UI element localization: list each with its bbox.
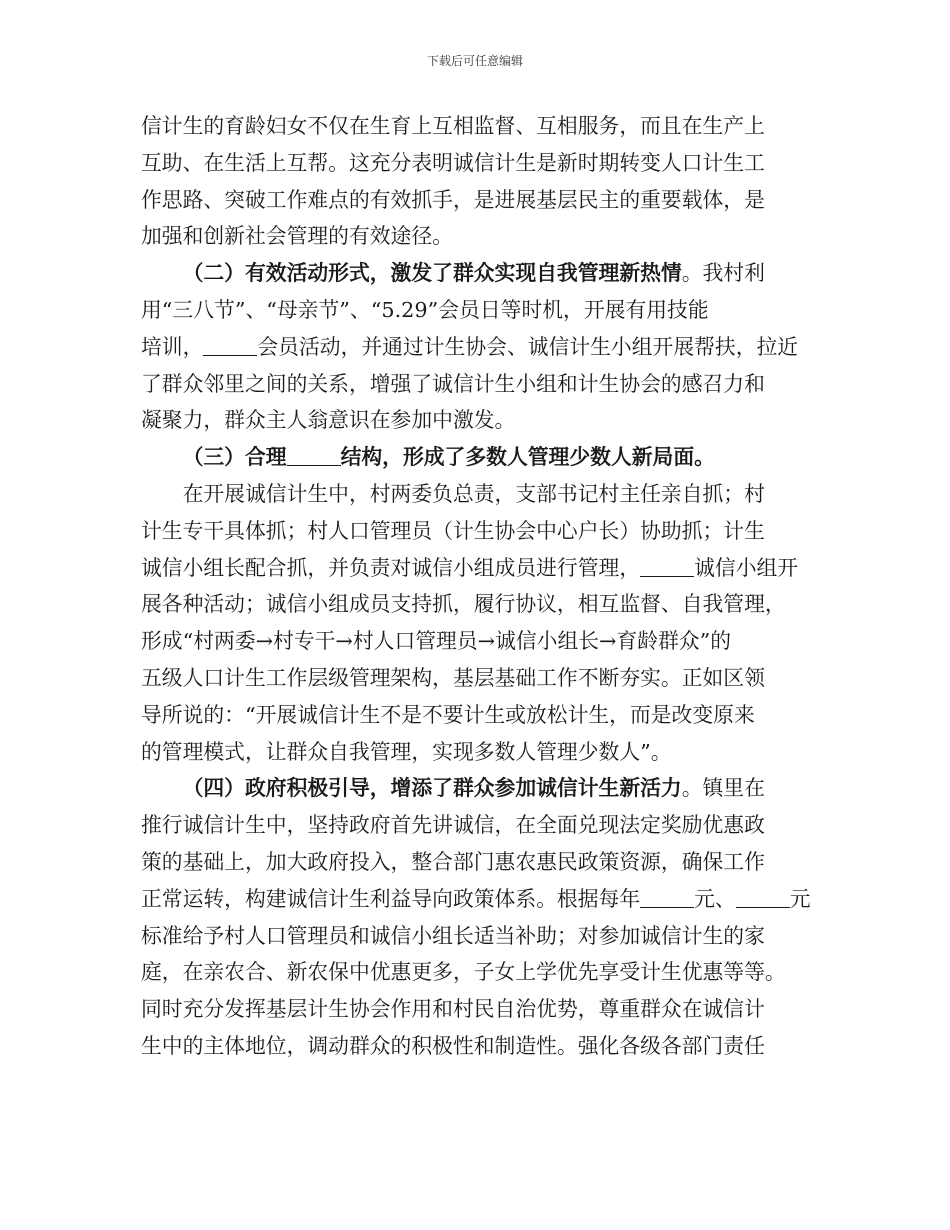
text-span: 诚信小组开 (694, 555, 799, 580)
text-line: 加强和创新社会管理的有效途径。 (141, 224, 453, 249)
text-line: 互助、在生活上互帮。这充分表明诚信计生是新时期转变人口计生工 (141, 150, 765, 175)
text-span: （三）合理 (182, 444, 287, 470)
fill-blank (203, 335, 257, 356)
text-line (141, 550, 817, 587)
fill-blank (287, 445, 341, 466)
text-span: 结构，形成了多数人管理少数人新局面。 (340, 444, 715, 470)
fill-blank (736, 887, 790, 908)
text-span: 正常运转，构建诚信计生利益导向政策体系。根据每年 (141, 886, 641, 911)
fill-blank (640, 887, 694, 908)
section-heading (141, 439, 817, 476)
text-line: 凝聚力，群众主人翁意识在参加中激发。 (141, 408, 516, 433)
text-line: 在开展诚信计生中，村两委负总责，支部书记村主任亲自抓；村 (182, 481, 765, 506)
section-four (141, 770, 817, 1064)
text-span: 培训， (141, 334, 204, 359)
text-line: 策的基础上，加大政府投入，整合部门惠农惠民政策资源，确保工作 (141, 849, 765, 874)
section-heading: （二）有效活动形式，激发了群众实现自我管理新热情 (182, 260, 682, 286)
text-span: 元、 (694, 886, 736, 911)
text-line (141, 255, 817, 292)
text-line: 生中的主体地位，调动群众的积极性和制造性。强化各级各部门责任 (141, 1033, 765, 1058)
text-line: 用“三八节”、“母亲节”、“5.29”会员日等时机，开展有用技能 (141, 297, 709, 322)
text-span: 。我村利 (681, 261, 765, 286)
text-line (141, 329, 817, 366)
text-line: 推行诚信计生中，坚持政府首先讲诚信，在全面兑现法定奖励优惠政 (141, 813, 765, 838)
section-three-body (141, 476, 817, 770)
fill-blank (640, 556, 694, 577)
text-line: 标准给予村人口管理员和诚信小组长适当补助；对参加诚信计生的家 (141, 923, 765, 948)
text-span: 会员活动，并通过计生协会、诚信计生小组开展帮扶，拉近 (257, 334, 799, 359)
text-line (141, 881, 817, 918)
section-three-heading (141, 439, 817, 476)
text-span: 。镇里在 (681, 776, 765, 801)
text-line (141, 770, 817, 807)
text-line: 信计生的育龄妇女不仅在生育上互相监督、互相服务，而且在生产上 (141, 114, 765, 138)
text-line: 的管理模式，让群众自我管理，实现多数人管理少数人”。 (141, 739, 672, 764)
text-line: 了群众邻里之间的关系，增强了诚信计生小组和计生协会的感召力和 (141, 371, 765, 396)
text-line: 五级人口计生工作层级管理架构，基层基础工作不断夯实。正如区领 (141, 665, 765, 690)
text-line: 计生专干具体抓；村人口管理员（计生协会中心户长）协助抓；计生 (141, 518, 765, 543)
text-line: 作思路、突破工作难点的有效抓手，是进展基层民主的重要载体，是 (141, 187, 765, 212)
section-heading: （四）政府积极引导，增添了群众参加诚信计生新活力 (182, 775, 682, 801)
page-header: 下载后可任意编辑 (426, 54, 523, 68)
text-line: 导所说的：“开展诚信计生不是不要计生或放松计生，而是改变原来 (141, 702, 755, 727)
text-line: 庭，在亲农合、新农保中优惠更多，子女上学优先享受计生优惠等等。 (141, 960, 786, 985)
document-body (141, 108, 817, 1065)
paragraph-continued (141, 108, 817, 255)
section-two (141, 255, 817, 439)
text-span: 诚信小组长配合抓，并负责对诚信小组成员进行管理， (141, 555, 641, 580)
text-line: 展各种活动；诚信小组成员支持抓，履行协议，相互监督、自我管理， (141, 592, 786, 617)
text-line: 形成“村两委→村专干→村人口管理员→诚信小组长→育龄群众”的 (141, 629, 732, 654)
text-span: 元 (789, 886, 811, 911)
text-line: 同时充分发挥基层计生协会作用和村民自治优势，尊重群众在诚信计 (141, 997, 765, 1022)
